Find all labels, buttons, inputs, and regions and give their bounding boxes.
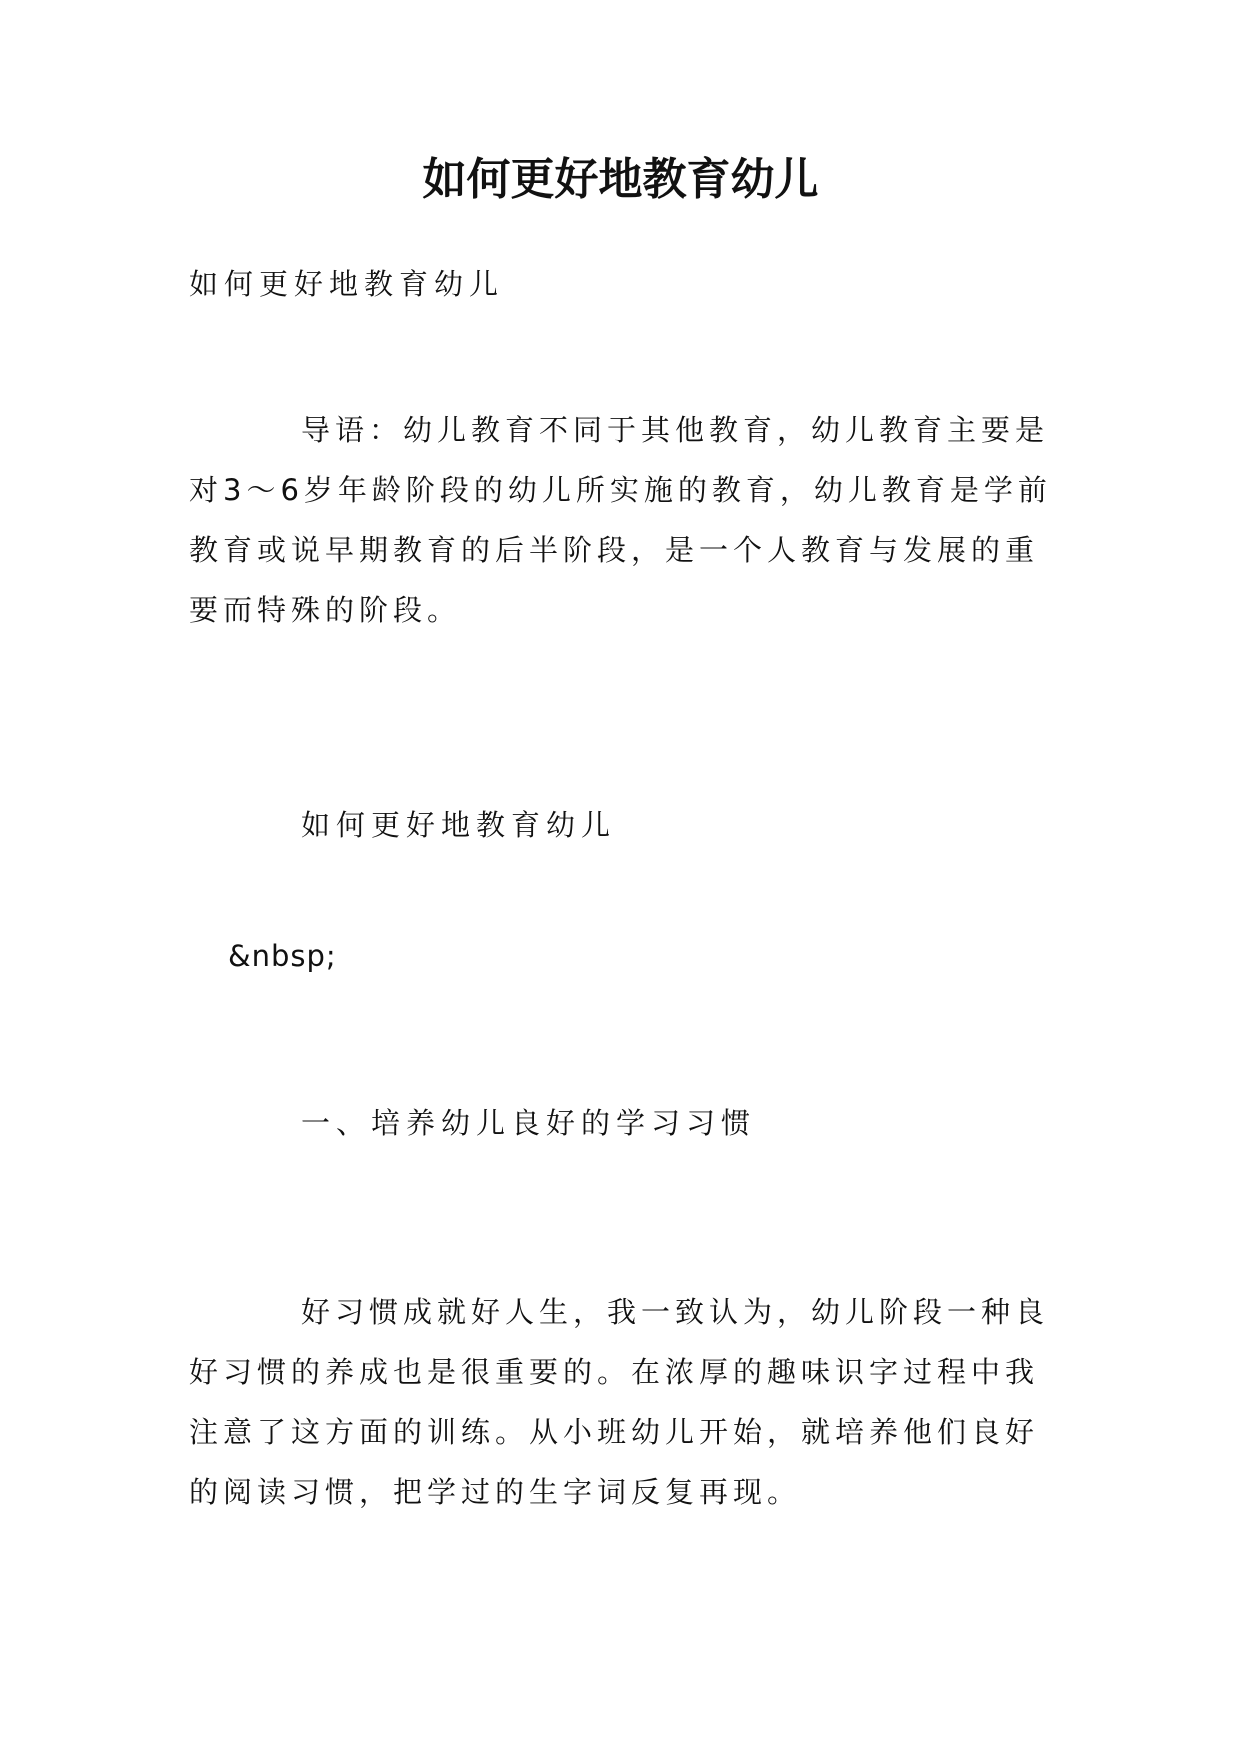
section-heading: 如何更好地教育幼儿 <box>301 808 617 842</box>
point-one-heading: 一、培养幼儿良好的学习习惯 <box>301 1106 757 1140</box>
document-subtitle: 如何更好地教育幼儿 <box>189 267 505 301</box>
nbsp-text: &nbsp; <box>228 939 337 973</box>
document-title: 如何更好地教育幼儿 <box>422 154 819 205</box>
intro-paragraph: 导语：幼儿教育不同于其他教育，幼儿教育主要是对3～6岁年龄阶段的幼儿所实施的教育，幼儿教育是学前教育或说早期教育的后半阶段，是一个人教育与发展的重要而特殊的阶段。 <box>189 413 1052 627</box>
point-one-paragraph: 好习惯成就好人生，我一致认为，幼儿阶段一种良好习惯的养成也是很重要的。在浓厚的趣味识字过程中我注意了这方面的训练。从小班幼儿开始，就培养他们良好的阅读习惯，把学过的生字词反复再现。 <box>189 1295 1050 1509</box>
